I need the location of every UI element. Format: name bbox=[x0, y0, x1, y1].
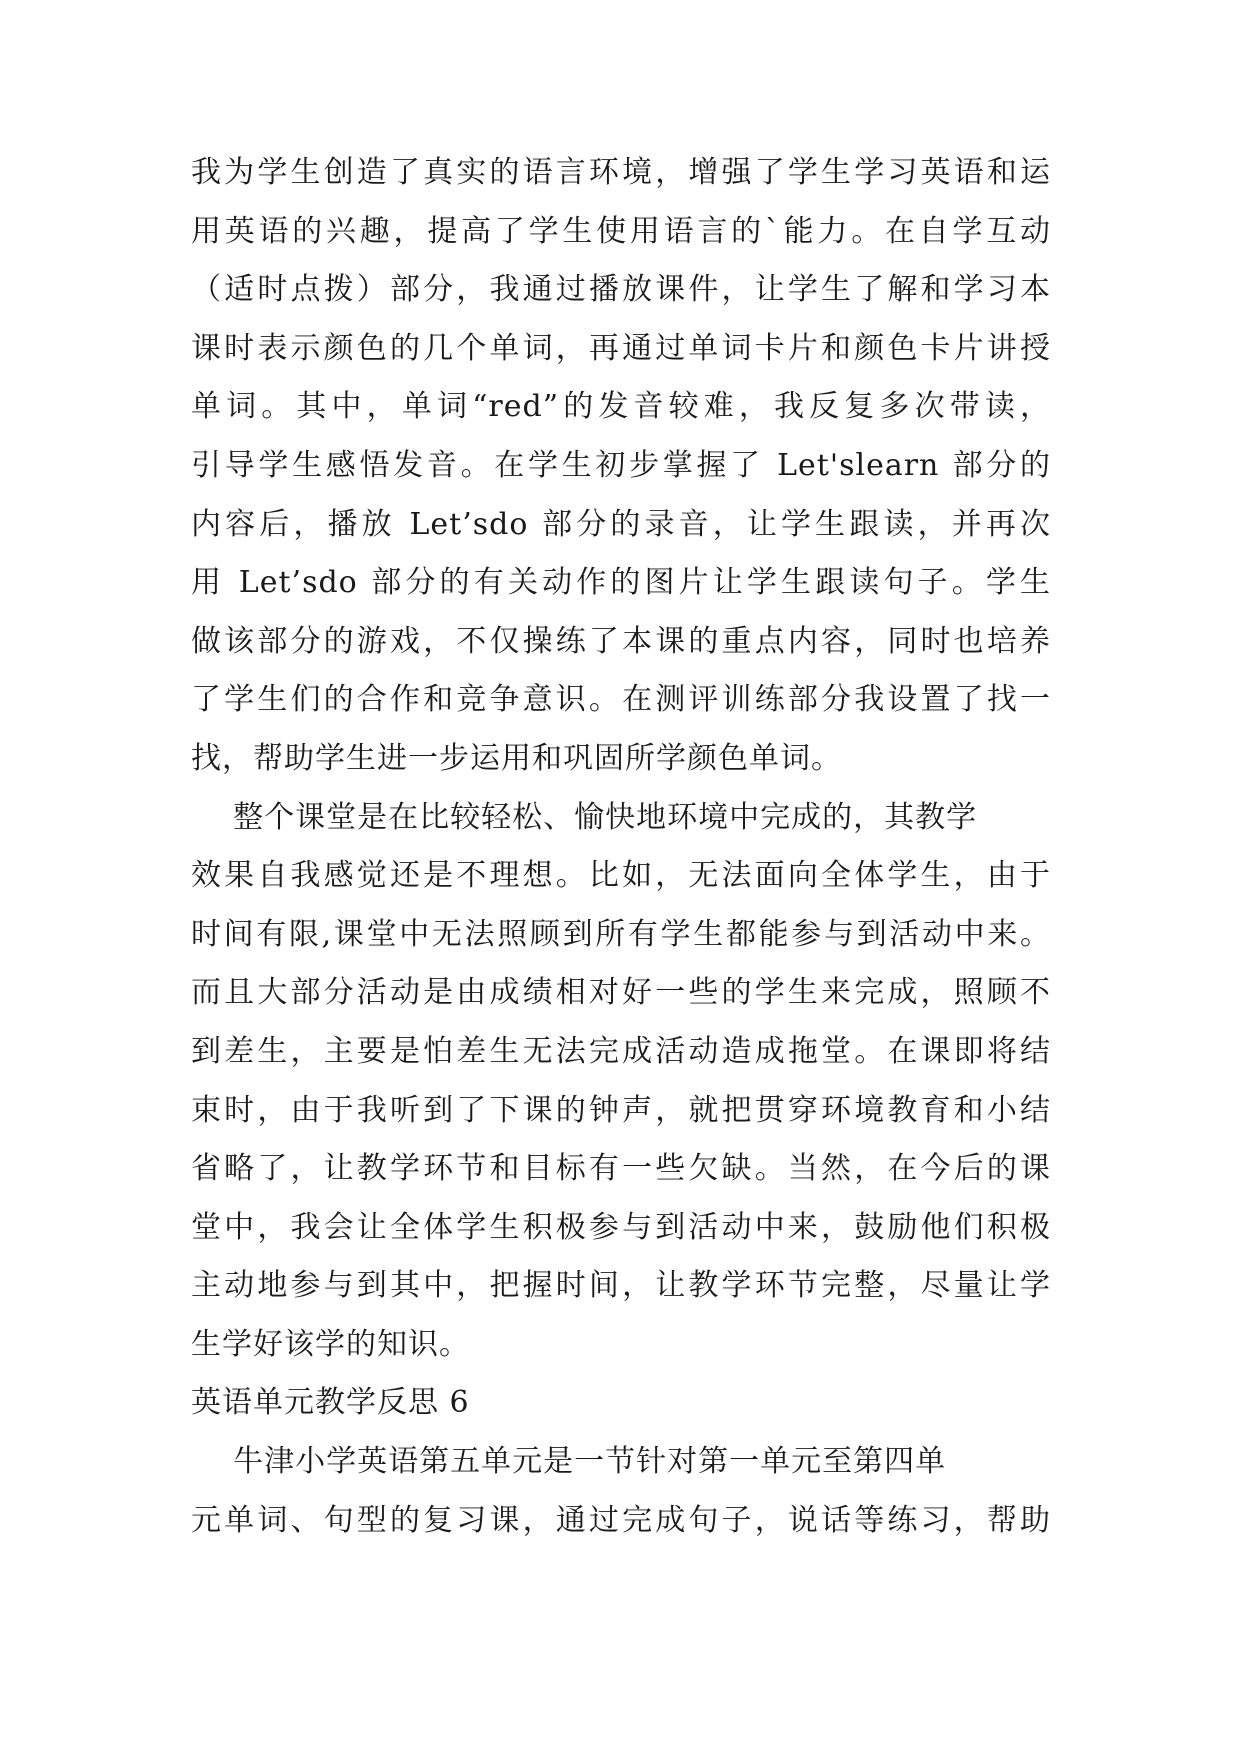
section-heading: 英语单元教学反思 6 bbox=[191, 1385, 470, 1421]
paragraph-2 bbox=[191, 789, 1051, 1375]
paragraph-3 bbox=[191, 1433, 1051, 1550]
text-line: 课时表示颜色的几个单词，再通过单词卡片和颜色卡片讲授 bbox=[191, 330, 1051, 366]
text-line: 牛津小学英语第五单元是一节针对第一单元至第四单 bbox=[191, 1444, 947, 1480]
text-line: 了学生们的合作和竞争意识。在测评训练部分我设置了找一 bbox=[191, 682, 1051, 718]
text-line: 我为学生创造了真实的语言环境，增强了学生学习英语和运 bbox=[191, 155, 1051, 190]
text-line: 束时，由于我听到了下课的钟声，就把贯穿环境教育和小结 bbox=[191, 1092, 1051, 1128]
text-line: 用英语的兴趣，提高了学生使用语言的`能力。在自学互动 bbox=[191, 213, 1051, 249]
text-line: 引导学生感悟发音。在学生初步掌握了 Let'slearn 部分的 bbox=[191, 447, 1051, 483]
text-line: 时间有限,课堂中无法照顾到所有学生都能参与到活动中来。 bbox=[191, 916, 1051, 952]
text-line: 而且大部分活动是由成绩相对好一些的学生来完成，照顾不 bbox=[191, 975, 1051, 1011]
text-line: 单词。其中，单词“red”的发音较难，我反复多次带读， bbox=[191, 389, 1051, 425]
text-line: 内容后，播放 Let’sdo 部分的录音，让学生跟读，并再次 bbox=[191, 506, 1051, 542]
text-line: 主动地参与到其中，把握时间，让教学环节完整，尽量让学 bbox=[191, 1268, 1051, 1304]
text-line: 效果自我感觉还是不理想。比如，无法面向全体学生，由于 bbox=[191, 858, 1051, 894]
text-line: （适时点拨）部分，我通过播放课件，让学生了解和学习本 bbox=[191, 272, 1051, 308]
text-line: 到差生，主要是怕差生无法完成活动造成拖堂。在课即将结 bbox=[191, 1033, 1051, 1069]
document-body bbox=[191, 144, 1051, 1550]
text-line: 元单词、句型的复习课，通过完成句子，说话等练习，帮助 bbox=[191, 1502, 1051, 1538]
paragraph-1 bbox=[191, 144, 1051, 789]
text-line: 省略了，让教学环节和目标有一些欠缺。当然，在今后的课 bbox=[191, 1151, 1051, 1187]
text-line: 用 Let’sdo 部分的有关动作的图片让学生跟读句子。学生 bbox=[191, 565, 1051, 601]
text-line: 做该部分的游戏，不仅操练了本课的重点内容，同时也培养 bbox=[191, 623, 1051, 659]
text-line: 找，帮助学生进一步运用和巩固所学颜色单词。 bbox=[191, 740, 842, 776]
text-line: 生学好该学的知识。 bbox=[191, 1326, 470, 1362]
text-line: 整个课堂是在比较轻松、愉快地环境中完成的，其教学 bbox=[191, 799, 978, 835]
text-line: 堂中，我会让全体学生积极参与到活动中来，鼓励他们积极 bbox=[191, 1209, 1051, 1245]
